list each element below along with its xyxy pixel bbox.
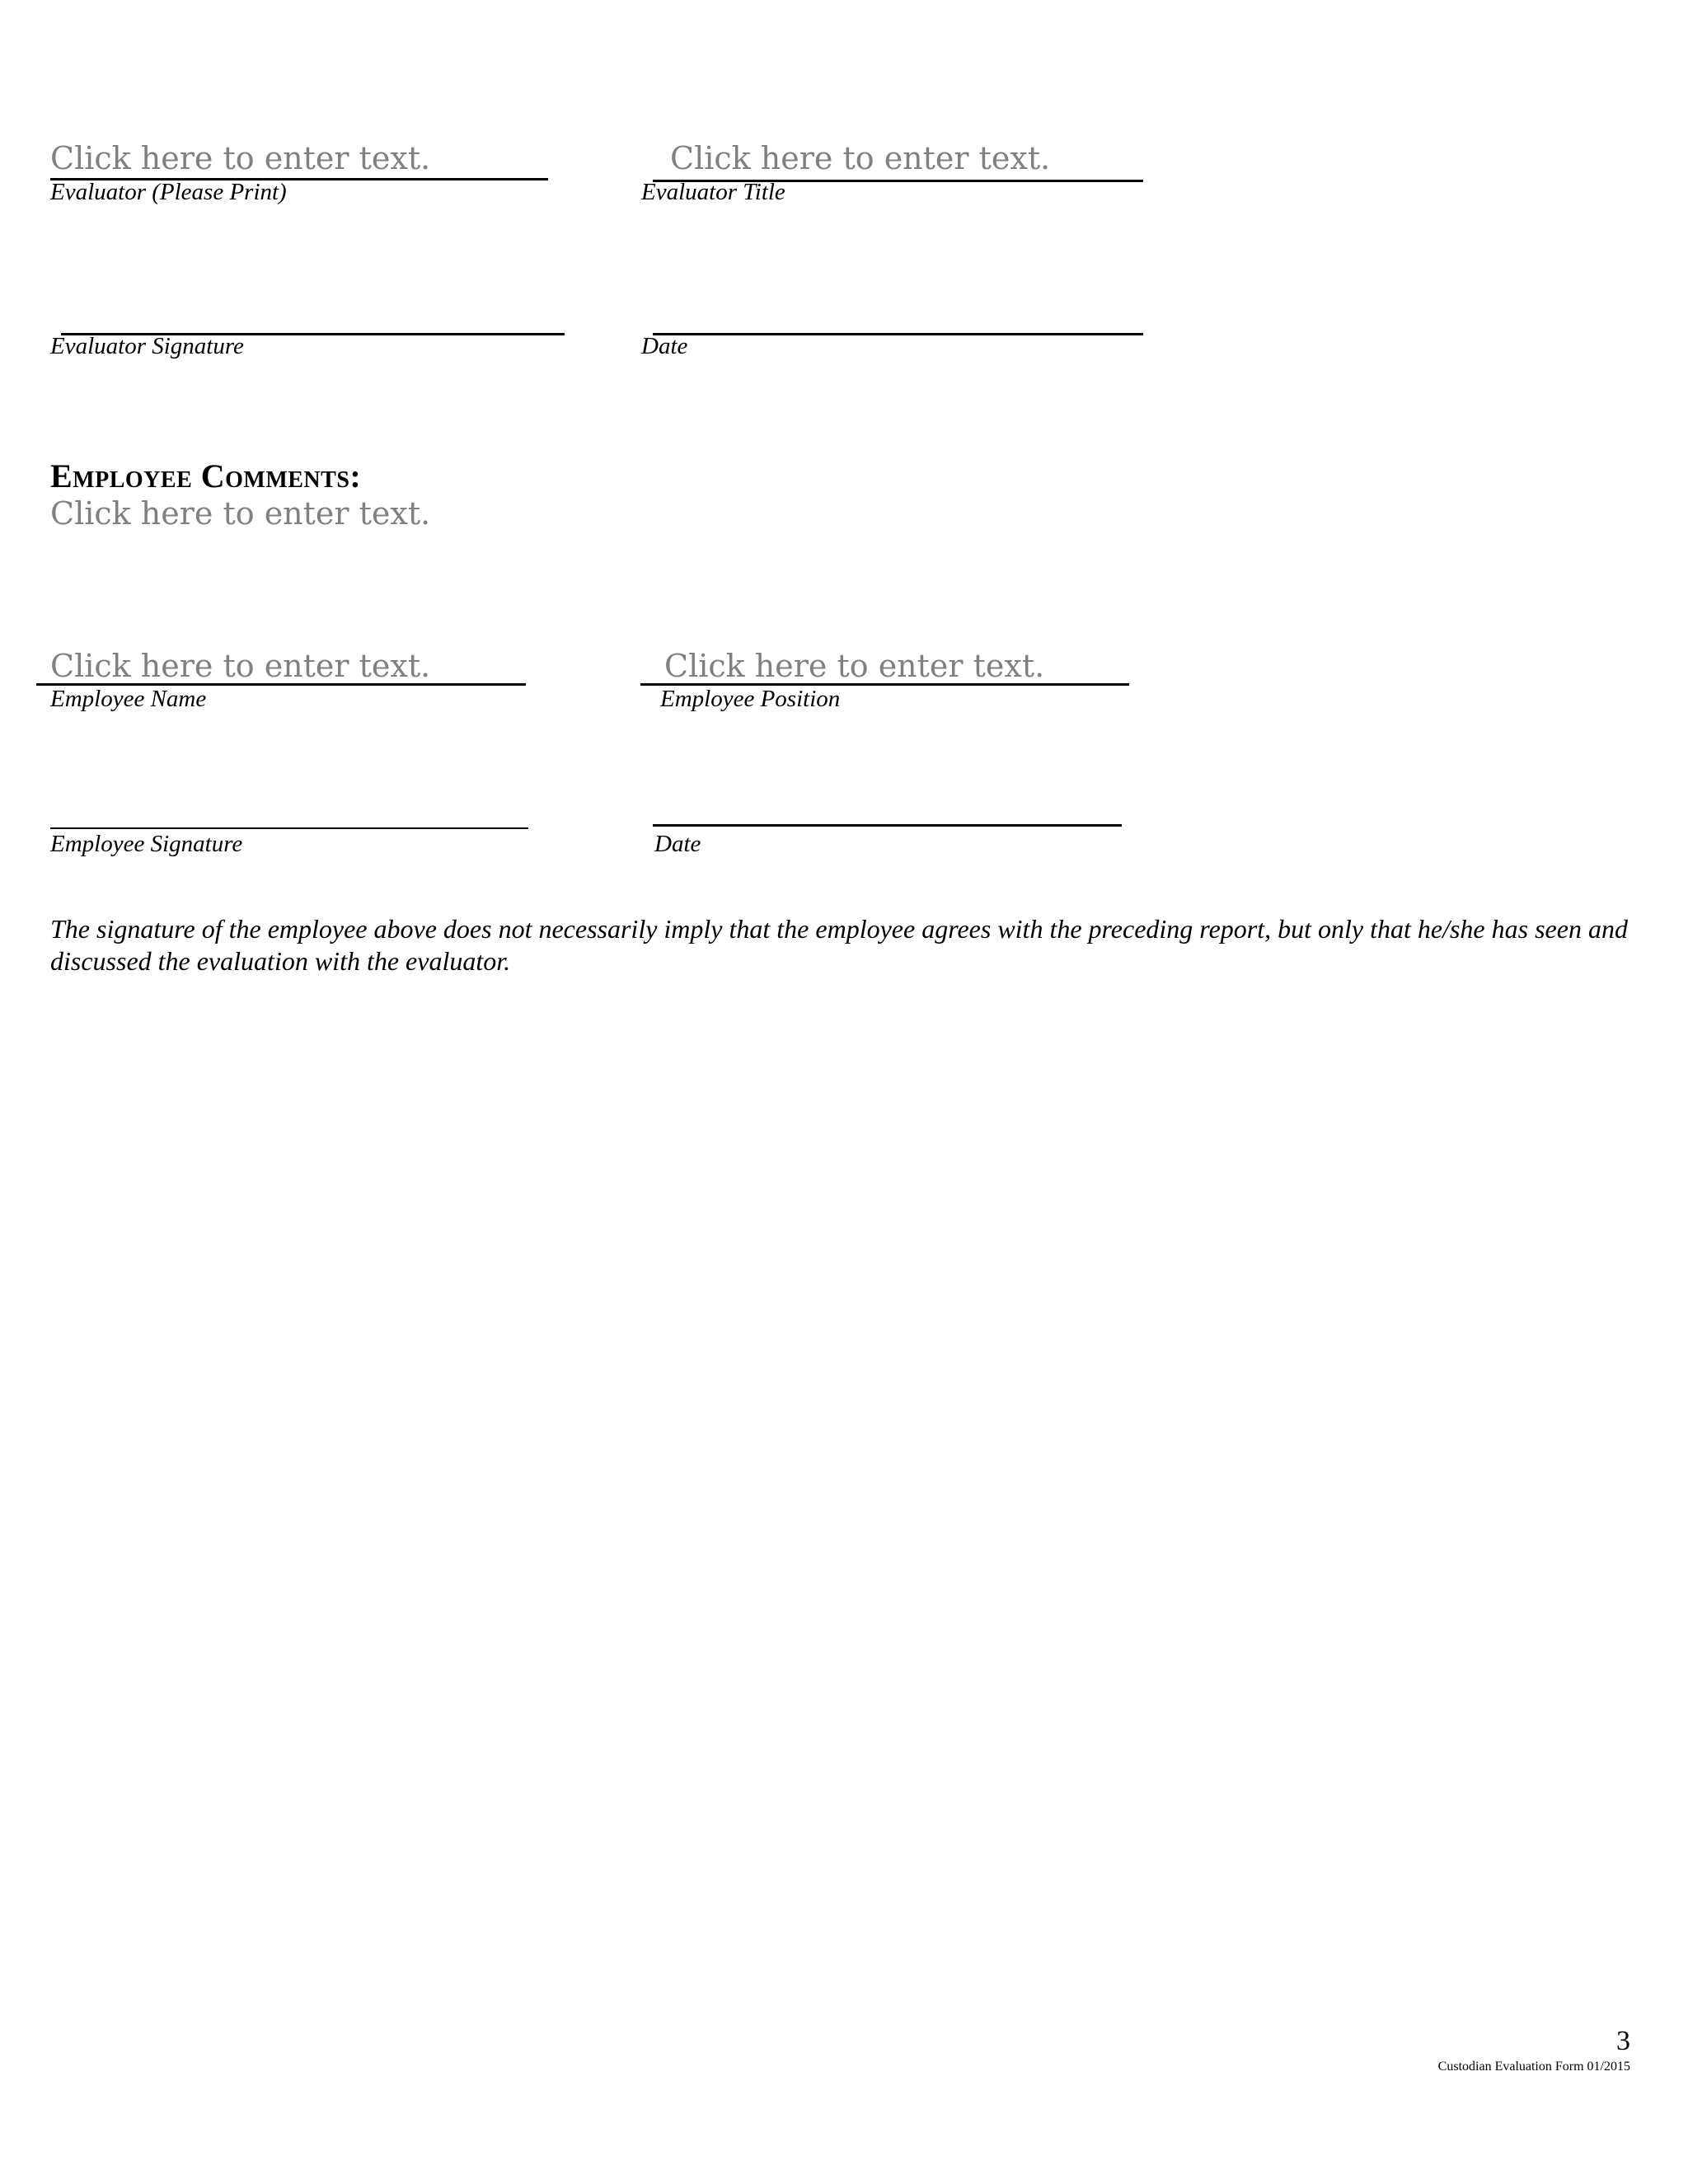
evaluator-title-input[interactable]: Click here to enter text. xyxy=(670,140,1051,176)
employee-name-caption: Employee Name xyxy=(50,686,207,712)
evaluator-name-input[interactable]: Click here to enter text. xyxy=(50,140,431,176)
employee-comments-heading: Employee Comments: xyxy=(50,457,362,494)
signature-acknowledgement-note: The signature of the employee above does not necessarily imply that the employee agrees with the preceding report, but only that he/she has seen and discussed the evaluation with the evaluator. xyxy=(50,914,1628,976)
evaluator-name-caption: Evaluator (Please Print) xyxy=(50,179,287,205)
evaluator-signature-caption: Evaluator Signature xyxy=(50,333,244,359)
employee-name-input[interactable]: Click here to enter text. xyxy=(50,648,431,684)
evaluator-date-caption: Date xyxy=(641,333,688,359)
employee-date-caption: Date xyxy=(654,831,701,857)
page-number: 3 xyxy=(1616,2026,1630,2056)
employee-signature-caption: Employee Signature xyxy=(50,831,243,857)
employee-comments-input[interactable]: Click here to enter text. xyxy=(50,495,431,532)
employee-date-line[interactable] xyxy=(653,824,1122,827)
form-id-footer: Custodian Evaluation Form 01/2015 xyxy=(1437,2060,1630,2074)
employee-signature-line[interactable] xyxy=(50,827,528,829)
evaluator-date-line[interactable] xyxy=(653,333,1143,335)
employee-position-input[interactable]: Click here to enter text. xyxy=(664,648,1045,684)
employee-position-caption: Employee Position xyxy=(660,686,841,712)
evaluator-title-caption: Evaluator Title xyxy=(641,179,785,205)
